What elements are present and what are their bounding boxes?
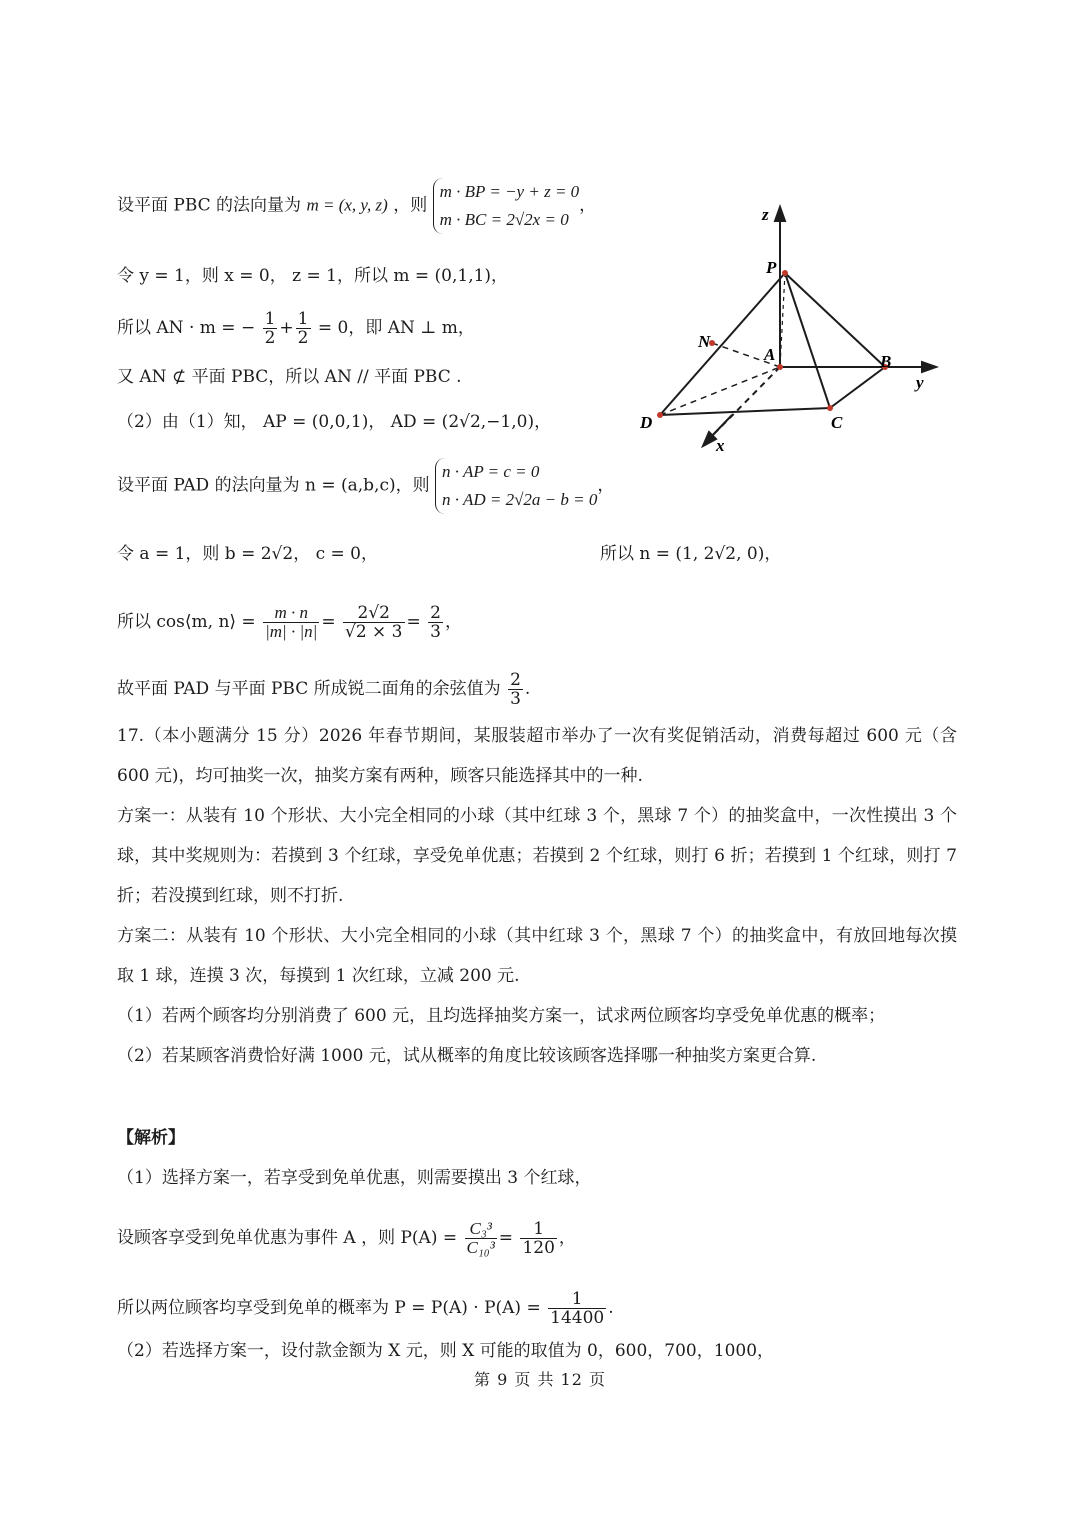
solution-line3: 所以两位顾客均享受到免单的概率为 P = P(A) · P(A) = $\frac{1}{14400}$ . [117,1289,614,1328]
line-an-dot-m: 所以 AN · m = − $\frac{1}{2}$ + $\frac{1}{2}$ = 0，即 AN ⊥ m， [117,309,475,348]
frac-den: 120 [522,1238,555,1258]
problem17-question2: （2）若某顾客消费恰好满 1000 元，试从概率的角度比较该顾客选择哪一种抽奖方案更合算. [117,1046,817,1066]
edge-DC [660,408,830,415]
frac-den: 3 [430,622,441,642]
fraction-combination [465,1220,497,1257]
text-then: ，则 [393,195,428,216]
frac-den: 2 [297,328,309,348]
text-l7-right: 所以 n = (1, 2√2, 0)， [600,544,782,564]
equation-system-1 [433,178,580,234]
problem17-intro: 17.（本小题满分 15 分）2026 年春节期间，某服装超市举办了一次有奖促销活动，消费每超过 600 元（含 600 元)，均可抽奖一次，抽奖方案有两种，顾客只能选择其中的一种. [117,726,957,786]
frac-den: C₁₀³ [466,1238,495,1257]
frac-num: 1 [548,1290,606,1309]
frac-num: 2 [430,603,441,623]
line-n-result [600,541,781,567]
text-l7-left: 令 a = 1，则 b = 2√2， c = 0， [117,544,379,564]
equation-1b: m · BC = 2√2x = 0 [439,210,569,229]
line-parallel [117,364,462,390]
fraction-cos-2 [343,604,405,641]
fraction-1-120 [520,1220,556,1257]
frac-den: 2 [264,328,276,348]
label-A: A [764,345,776,364]
solution-line2: 设顾客享受到免单优惠为事件 A ，则 P(A) = $\frac{\text{C₃³}}{\text{C₁₀³}}$ = $\frac{1}{120}$ ， [117,1219,576,1258]
frac-num: 1 [520,1220,556,1239]
pyramid-figure [630,195,950,460]
solution-line4: （2）若选择方案一，设付款金额为 X 元，则 X 可能的取值为 0，600，700，1000， [117,1341,775,1361]
solution-heading: 【解析】 [117,1128,185,1148]
edge-PD [660,273,785,415]
label-y: y [916,373,924,392]
frac-den: 14400 [550,1308,605,1328]
problem17-question1: （1）若两个顾客均分别消费了 600 元，且均选择抽奖方案一，试求两位顾客均享受免单优惠的概率； [117,1006,886,1026]
vector-m: m = (x, y, z) [306,195,388,215]
equation-2b: n · AD = 2√2a − b = 0 [442,490,598,509]
frac-num: 2√2 [343,604,405,623]
line-normal-vector-pad: 设平面 PAD 的法向量为 n = (a,b,c)，则 n · AP = c = 0 n · AD = 2√2a − b = 0 ， [117,458,614,514]
fraction-cos-1 [263,604,319,641]
page-footer: 第 9 页 共 12 页 [474,1370,606,1389]
line-let-a [117,541,378,567]
y-arrow [922,362,936,372]
text-l3-post: = 0，即 AN ⊥ m， [317,318,475,338]
line-conclusion: 故平面 PAD 与平面 PBC 所成锐二面角的余弦值为 $\frac{2}{3}$ . [117,670,531,709]
fraction-half-2 [296,310,311,347]
label-D: D [640,413,653,432]
text-s3-pre: 所以两位顾客均享受到免单的概率为 P = P(A) · P(A) = [117,1298,541,1318]
frac-den: √2 × 3 [344,622,403,642]
edge-DA [660,367,780,415]
edge-CB [830,367,885,408]
text-l2: 令 y = 1，则 x = 0， z = 1，所以 m = (0,1,1)， [117,266,509,286]
equation-system-2 [435,458,597,514]
text-l1: 设平面 PBC 的法向量为 [117,195,302,216]
fraction-cos-3 [428,604,443,641]
point-A [777,364,783,370]
equation-1a: m · BP = −y + z = 0 [439,182,580,201]
frac-num: C₃³ [465,1220,497,1239]
frac-num: 2 [510,670,521,690]
line-let-y [117,263,508,289]
text-l5: （2）由（1）知， AP = (0,0,1)， AD = (2√2,−1,0)， [117,412,552,432]
label-N: N [698,332,711,351]
fraction-half-1 [263,310,278,347]
label-x: x [716,436,725,455]
fraction-answer [508,671,523,708]
problem17-plan1: 方案一：从装有 10 个形状、大小完全相同的小球（其中红球 3 个，黑球 7 个）的抽奖盒中，一次性摸出 3 个球，其中奖规则为：若摸到 3 个红球，享受免单优惠；若摸到 2 个红球，则打 6 折；若摸到 1 个红球，则打 7 折；若没摸到红球，则不打折. [117,806,957,906]
label-z: z [762,205,769,224]
equation-2a: n · AP = c = 0 [442,462,540,481]
text-s2-pre: 设顾客享受到免单优惠为事件 A ，则 P(A) = [117,1228,458,1248]
problem17-plan2: 方案二：从装有 10 个形状、大小完全相同的小球（其中红球 3 个，黑球 7 个）的抽奖盒中，有放回地每次摸取 1 球，连摸 3 次，每摸到 1 次红球，立减 200 元. [117,926,957,986]
line-cosine: 所以 cos⟨m, n⟩ = $\frac{m \cdot n}{|m| \cdot |n|}$ = $\frac{2√2}{√2 \times 3}$ = $\frac{2}{3}$ ， [117,603,462,642]
frac-num: 1 [297,309,309,329]
frac-den: |m| · |n| [265,622,318,641]
line-normal-vector-pbc: 设平面 PBC 的法向量为 m = (x, y, z) ，则 m · BP = −y + z = 0 m · BC = 2√2x = 0 ， [117,178,596,234]
line-part2-vectors [117,409,551,435]
text-l9: 故平面 PAD 与平面 PBC 所成锐二面角的余弦值为 [117,679,501,699]
text-l4: 又 AN ⊄ 平面 PBC，所以 AN // 平面 PBC . [117,367,462,387]
label-C: C [831,413,843,432]
point-P [782,270,788,276]
frac-den: 3 [510,689,521,709]
z-arrow [775,207,785,221]
solution-line1: （1）选择方案一，若享受到免单优惠，则需要摸出 3 个红球， [117,1168,592,1188]
point-C [827,405,833,411]
label-B: B [880,352,892,371]
frac-num: m · n [263,604,319,623]
text-l3-pre: 所以 AN · m = − [117,318,256,338]
fraction-1-14400 [548,1290,606,1327]
frac-num: 1 [264,309,276,329]
point-D [657,412,663,418]
label-P: P [766,258,777,277]
text-l6: 设平面 PAD 的法向量为 n = (a,b,c)，则 [117,475,430,496]
text-l8-pre: 所以 cos⟨m, n⟩ = [117,612,256,632]
